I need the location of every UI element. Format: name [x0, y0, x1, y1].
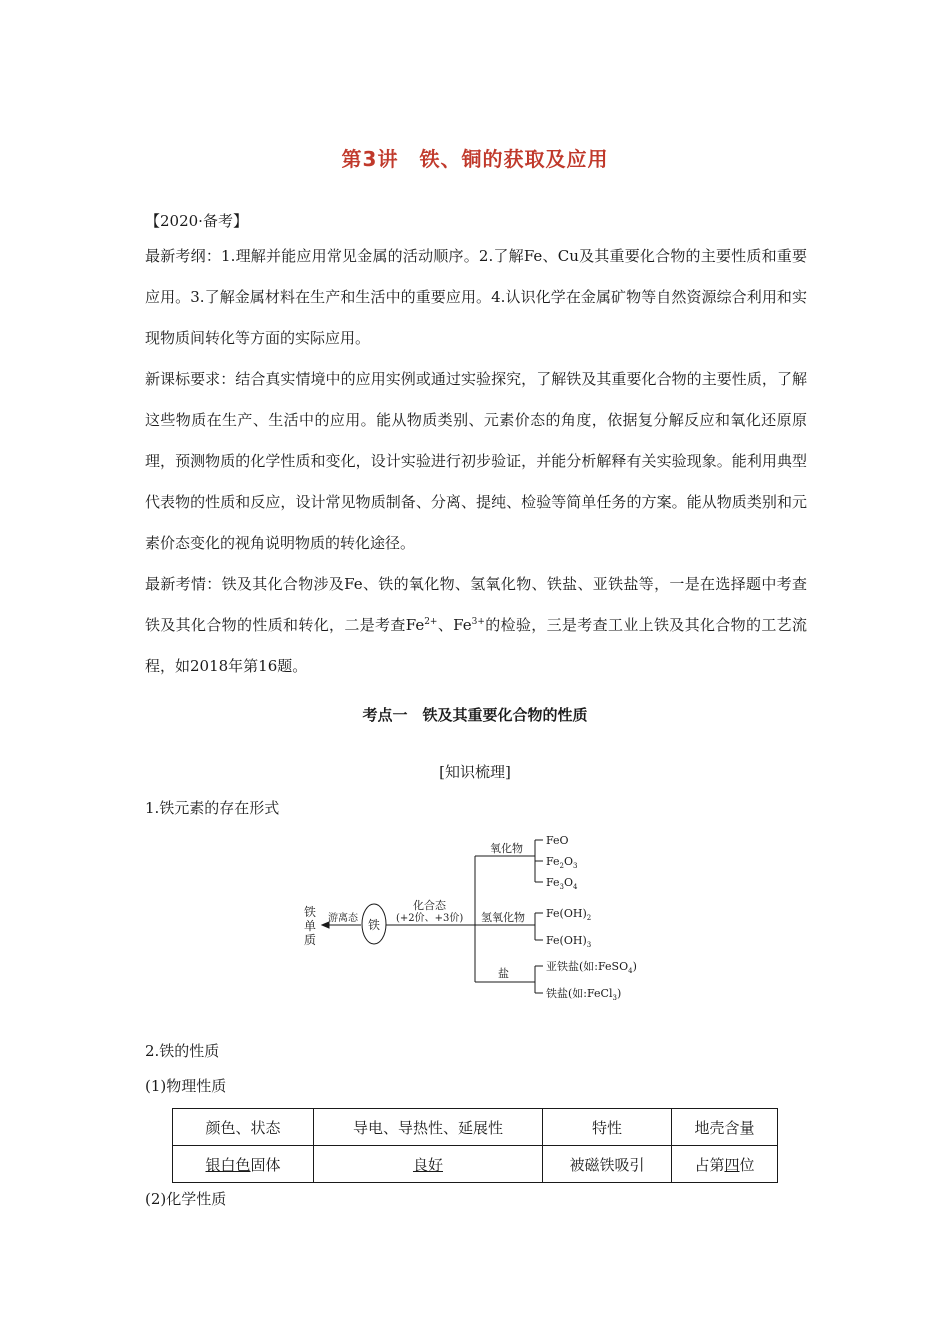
- salt-branch-label: 盐: [498, 967, 509, 980]
- abundance-suffix: 位: [739, 1155, 755, 1174]
- oxide-fe3o4: $Fe_3O_4$: [546, 876, 578, 891]
- cell-abundance: [672, 1146, 778, 1183]
- item1-title: 1.铁元素的存在形式: [145, 799, 280, 817]
- header-conductivity: 导电、导热性、延展性: [314, 1109, 543, 1146]
- physical-title: (1)物理性质: [145, 1077, 227, 1095]
- salt-ferric: 铁盐(如:FeCl$_3$): [546, 987, 622, 1002]
- oxide-feo: FeO: [546, 834, 569, 847]
- item2-title: 2.铁的性质: [145, 1042, 220, 1060]
- physical-properties-table: [172, 1108, 778, 1183]
- abundance-prefix: 占第: [694, 1155, 725, 1174]
- header-property: 特性: [543, 1109, 672, 1146]
- chemical-title: (2)化学性质: [145, 1190, 227, 1208]
- exam-trend-sep: 、Fe: [437, 616, 472, 634]
- header-color-state: 颜色、状态: [173, 1109, 314, 1146]
- cell-conductivity: [314, 1146, 543, 1183]
- valence-label: (+2价、+3价): [396, 913, 464, 924]
- answer-abundance: 四: [724, 1155, 740, 1174]
- new-standard-paragraph: 新课标要求：结合真实情境中的应用实例或通过实验探究，了解铁及其重要化合物的主要性质，了解这些物质在生产、生活中的应用。能从物质类别、元素价态的角度，依据复分解反应和氧化还原原理，预测物质的化学性质和变化，设计实验进行初步验证，并能分析解释有关实验现象。能利用典型代表物的性质和反应，设计常见物质制备、分离、提纯、检验等简单任务的方案。能从物质类别和元素价态变化的视角说明物质的转化途径。: [145, 370, 807, 552]
- prep-tag: 【2020·备考】: [145, 212, 248, 230]
- header-abundance: 地壳含量: [672, 1109, 778, 1146]
- syllabus-paragraph: 最新考纲：1.理解并能应用常见金属的活动顺序。2.了解Fe、Cu及其重要化合物的主要性质和重要应用。3.了解金属材料在生产和生活中的重要应用。4.认识化学在金属矿物等自然资源综合利用和实现物质间转化等方面的实际应用。: [145, 247, 807, 347]
- table-header-row: [173, 1109, 778, 1146]
- oxide-branch-label: 氧化物: [490, 842, 523, 855]
- left-label-char-2: 单: [304, 919, 317, 933]
- hydroxide-feoh2: $Fe(OH)_2$: [546, 907, 592, 922]
- hydroxide-feoh3: $Fe(OH)_3$: [546, 934, 592, 949]
- fe2-charge: 2+: [424, 617, 438, 627]
- knowledge-label: [知识梳理]: [439, 763, 511, 781]
- table-row: [173, 1146, 778, 1183]
- section-title: 考点一 铁及其重要化合物的性质: [362, 706, 588, 724]
- left-label-char-1: 铁: [304, 905, 317, 919]
- exam-trend-text-2: 的检验，三是考查工业上铁及其化合物的工艺流程，如2018年第16题。: [145, 616, 807, 675]
- fe3-charge: 3+: [471, 617, 485, 627]
- cell-property: 被磁铁吸引: [543, 1146, 672, 1183]
- left-label-char-3: 质: [304, 933, 317, 947]
- center-iron-label: 铁: [368, 918, 381, 932]
- oxide-fe2o3: $Fe_2O_3$: [546, 855, 578, 870]
- combined-state-label: 化合态: [413, 899, 446, 912]
- cell-color-state: [173, 1146, 314, 1183]
- answer-color: 银白色: [205, 1155, 251, 1174]
- page-title: 第3讲 铁、铜的获取及应用: [341, 147, 609, 171]
- iron-existence-diagram: [298, 826, 638, 1006]
- answer-conductivity: 良好: [412, 1155, 443, 1174]
- exam-trend-text-1: 最新考情：铁及其化合物涉及Fe、铁的氧化物、氢氧化物、铁盐、亚铁盐等，一是在选择题中考查铁及其化合物的性质和转化，二是考查Fe: [145, 575, 807, 634]
- color-suffix: 固体: [250, 1155, 281, 1174]
- body-section: [145, 236, 807, 687]
- hydroxide-branch-label: 氢氧化物: [481, 911, 525, 924]
- exam-trend-paragraph: [145, 564, 807, 687]
- free-state-label: 游离态: [328, 913, 358, 924]
- salt-ferrous: 亚铁盐(如:FeSO$_4$): [546, 960, 637, 975]
